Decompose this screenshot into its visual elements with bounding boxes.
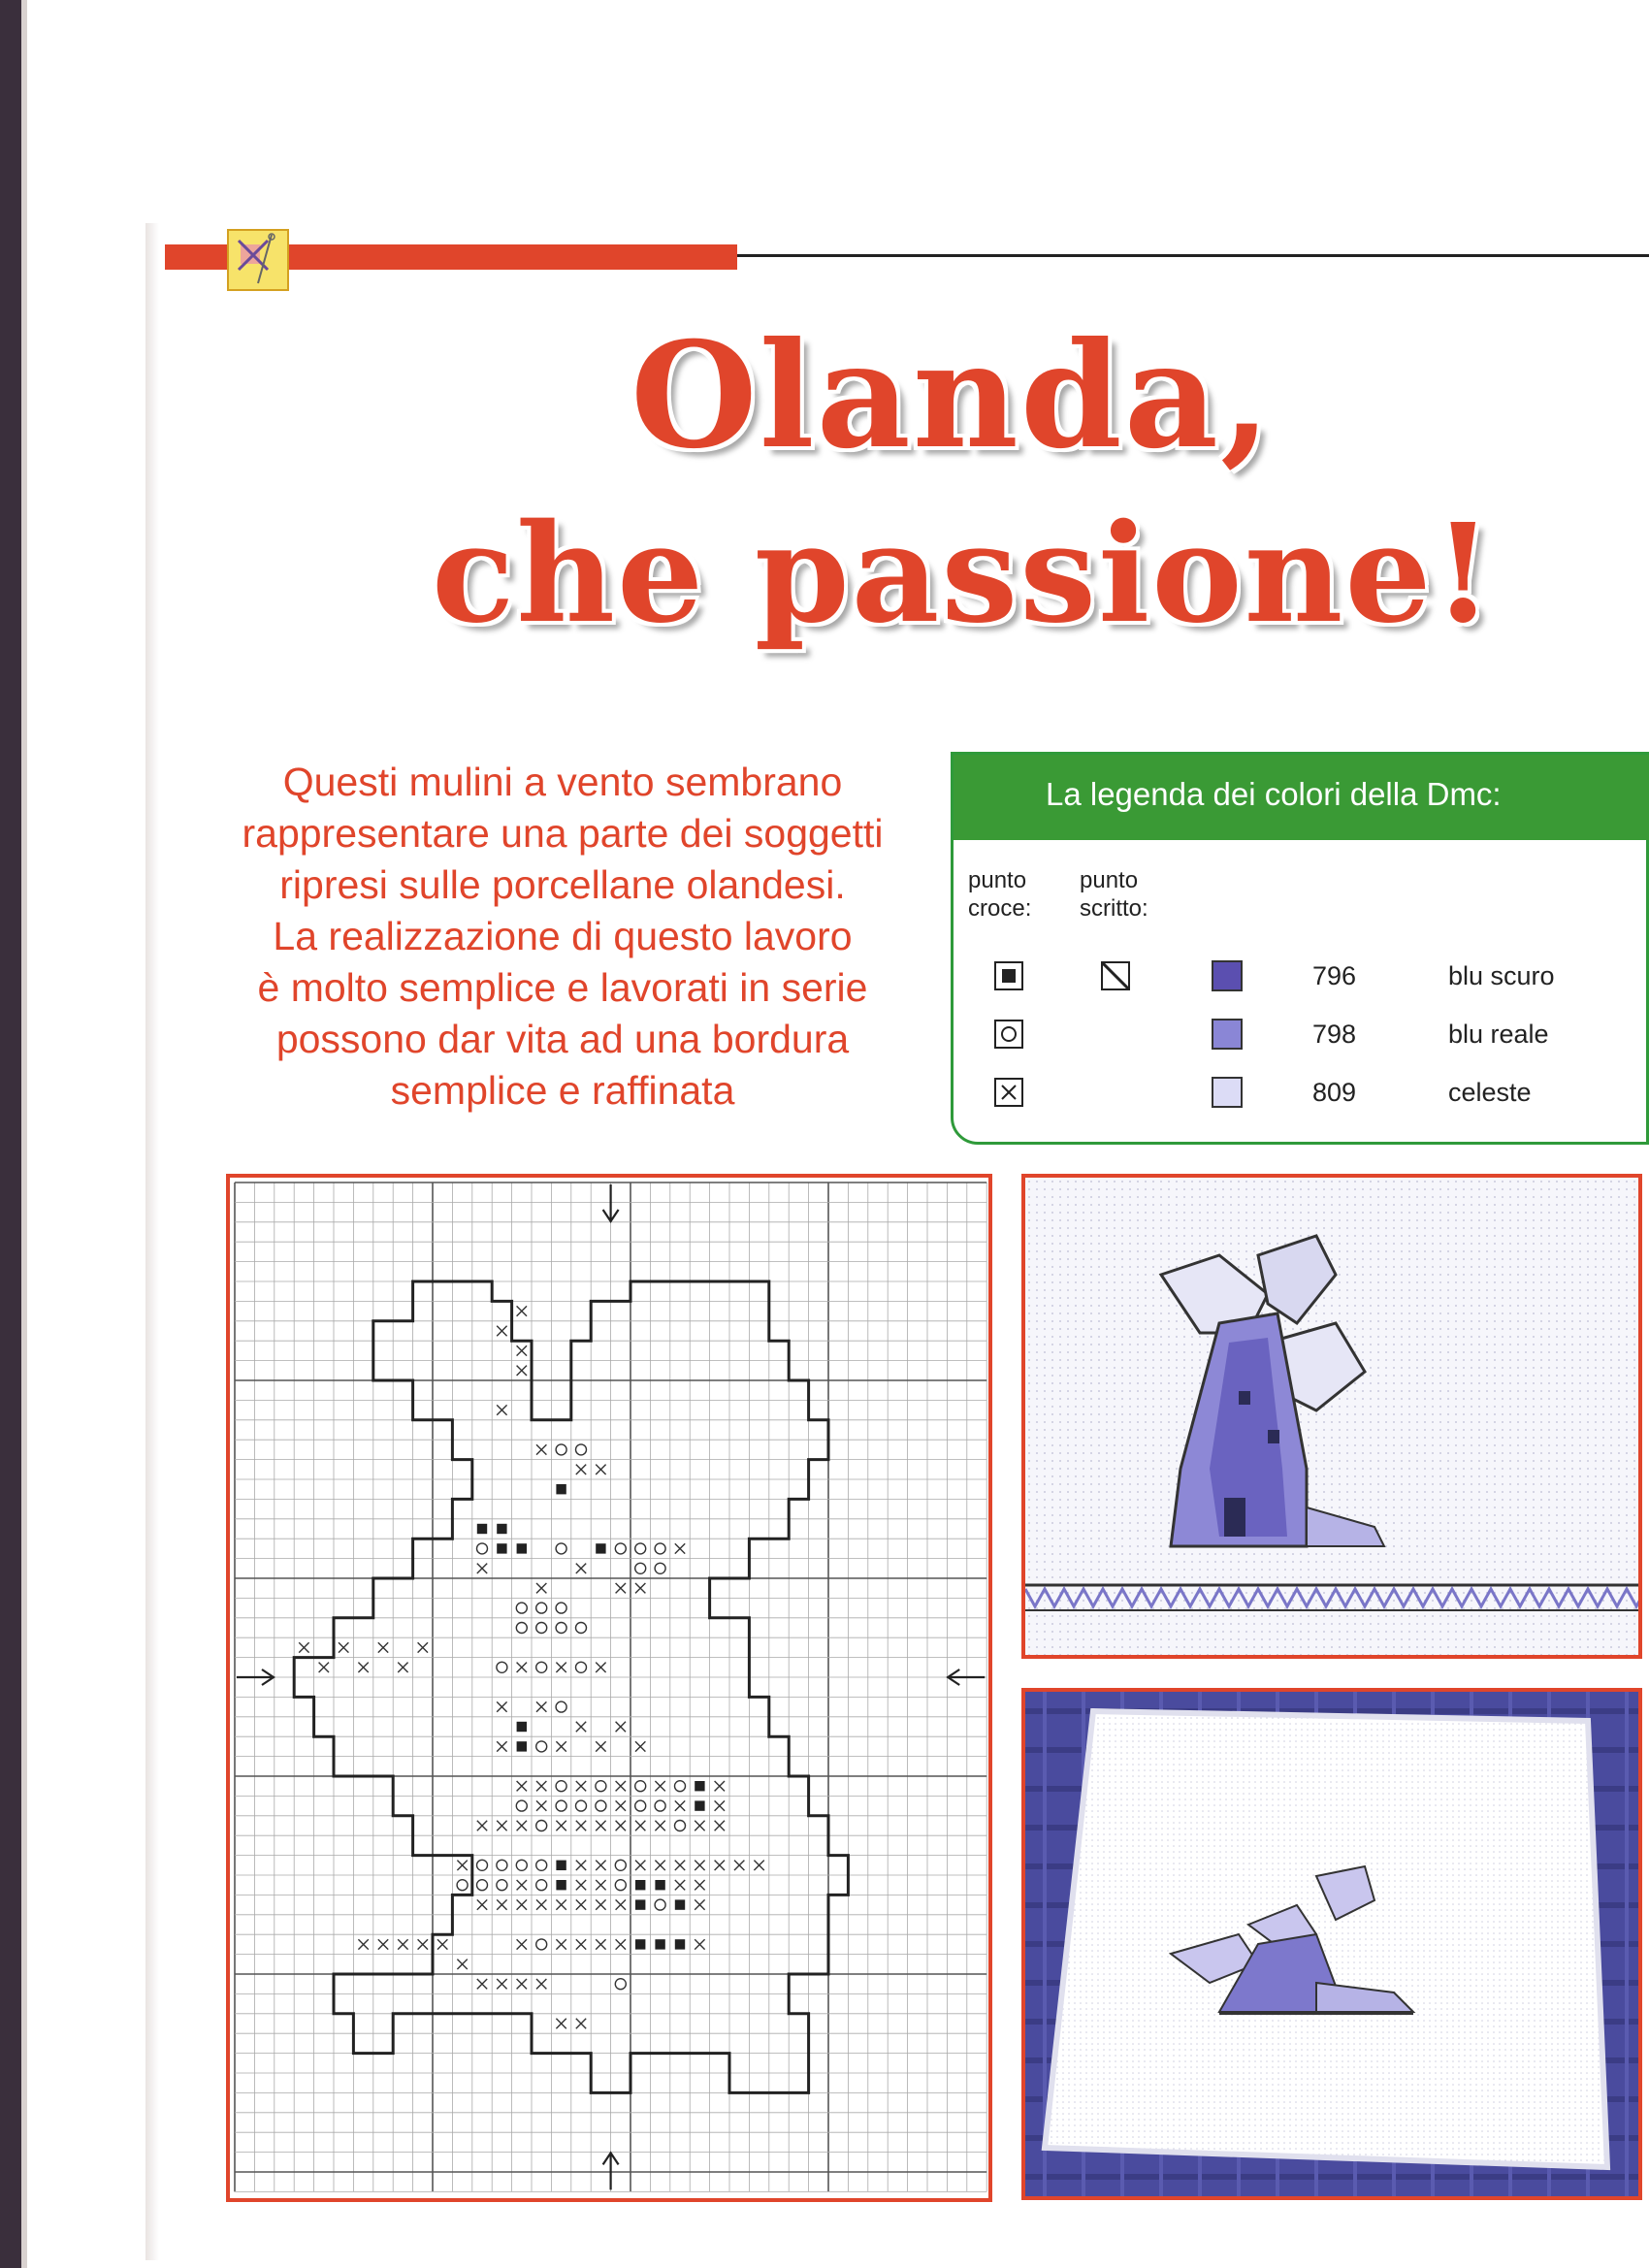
legend-row	[954, 1070, 1649, 1118]
legend-header	[954, 755, 1649, 840]
cross-icon	[994, 1078, 1023, 1107]
cross-stitch-chart	[226, 1174, 992, 2202]
color-name: blu reale	[1448, 1020, 1549, 1049]
intro-line: La realizzazione di questo lavoro	[273, 914, 853, 958]
intro-line: Questi mulini a vento sembrano	[282, 760, 843, 804]
page-fold-shadow	[146, 223, 159, 2260]
circle-icon	[994, 1020, 1023, 1049]
color-swatch	[1212, 960, 1243, 991]
intro-paragraph	[223, 757, 902, 1117]
embroidery-photo-closeup	[1021, 1174, 1642, 1659]
embroidery-photo-coaster	[1021, 1688, 1642, 2200]
cross-stitch-badge-icon	[227, 229, 289, 291]
color-name: celeste	[1448, 1078, 1532, 1107]
color-name: blu scuro	[1448, 961, 1555, 990]
intro-line: ripresi sulle porcellane olandesi.	[279, 862, 846, 907]
legend-col-backstitch: punto scritto:	[1080, 867, 1148, 922]
legend-col-cross: punto croce:	[968, 867, 1032, 922]
title-line-2: che passione!	[432, 495, 1495, 654]
intro-line: rappresentare una parte dei soggetti	[242, 811, 884, 856]
dmc-code: 809	[1312, 1078, 1357, 1107]
filled-square-icon	[994, 961, 1023, 990]
color-legend	[951, 752, 1649, 1145]
legend-title: La legenda dei colori della Dmc:	[1046, 776, 1502, 812]
color-swatch	[1212, 1077, 1243, 1108]
dmc-code: 798	[1312, 1020, 1357, 1049]
intro-line: è molto semplice e lavorati in serie	[257, 965, 868, 1010]
page-title	[388, 310, 1494, 660]
diagonal-line-icon	[1101, 961, 1130, 990]
header-rule	[737, 254, 1649, 257]
dmc-code: 796	[1312, 961, 1357, 990]
legend-row	[954, 1012, 1649, 1060]
magazine-spine	[0, 0, 21, 2268]
color-swatch	[1212, 1019, 1243, 1050]
title-line-1: Olanda,	[630, 310, 1274, 481]
chart-grid	[230, 1178, 988, 2198]
spine-edge	[21, 0, 27, 2268]
intro-line: possono dar vita ad una bordura	[275, 1017, 850, 1061]
intro-line: semplice e raffinata	[390, 1068, 735, 1113]
legend-row	[954, 954, 1649, 1002]
